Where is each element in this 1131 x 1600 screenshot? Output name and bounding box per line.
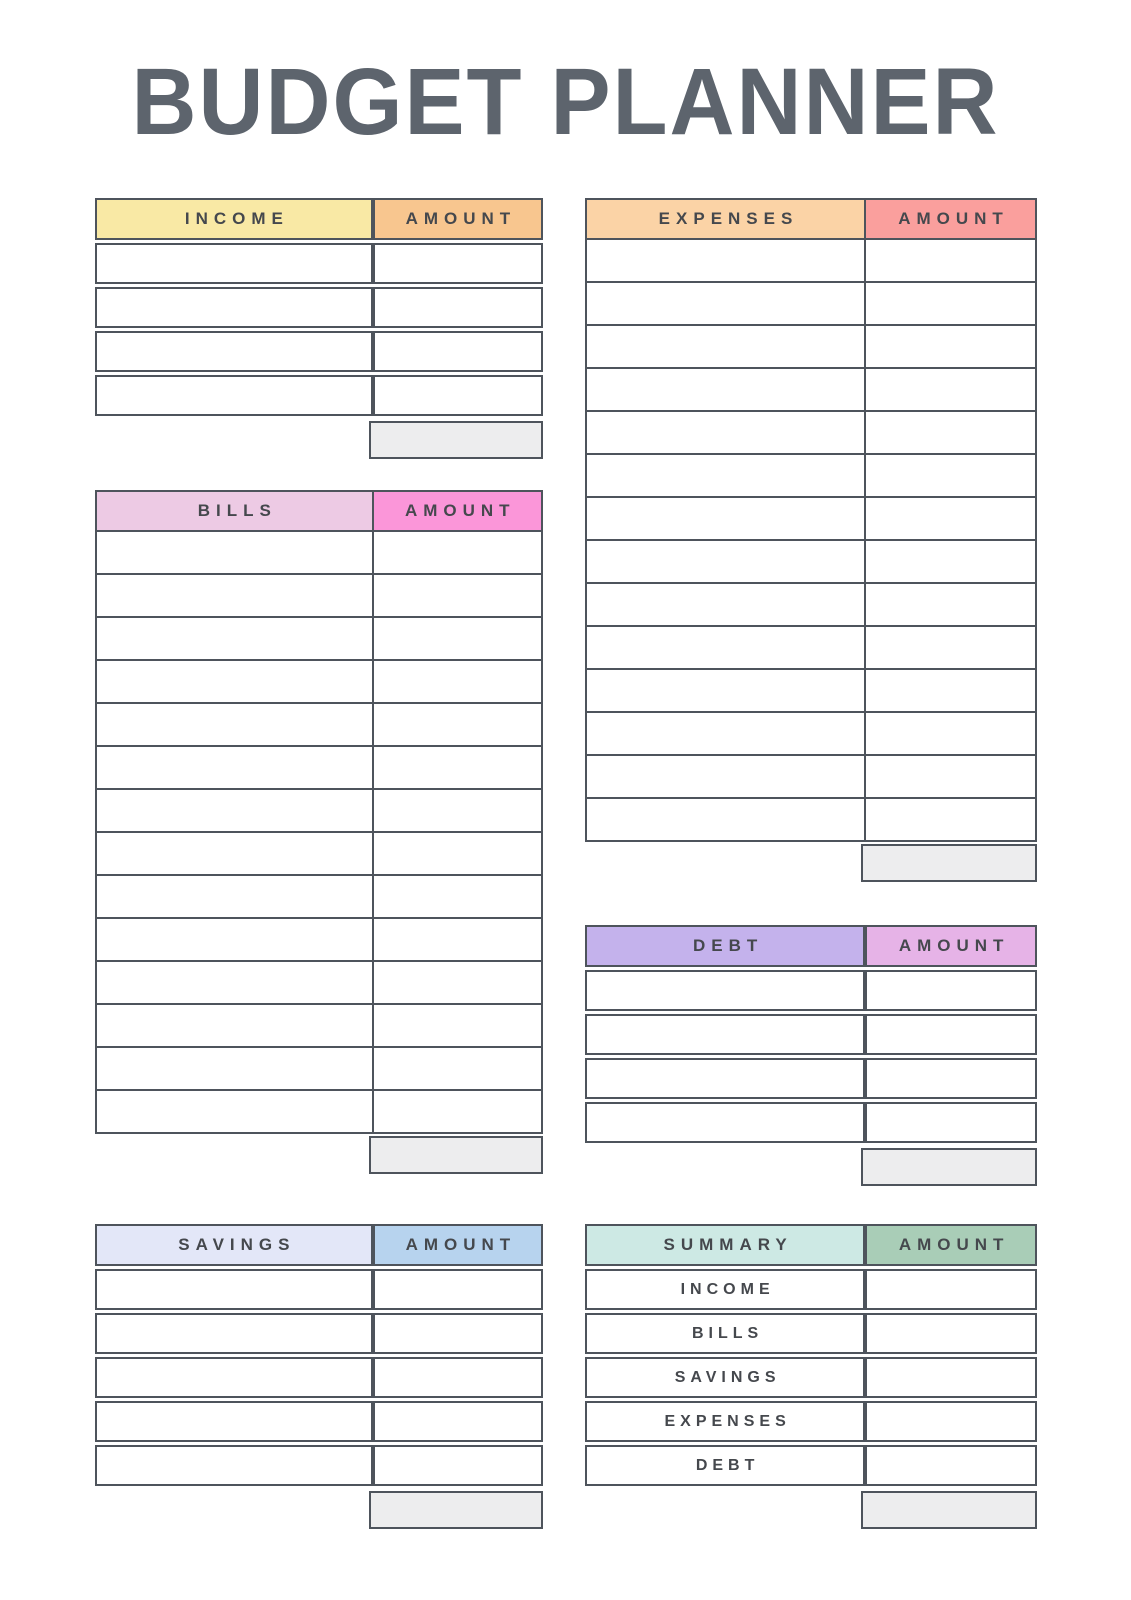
expenses-row-label-cell	[586, 282, 865, 325]
bills-row-amount-cell	[373, 832, 542, 875]
bills-table-row	[96, 660, 542, 703]
expenses-amount-header-cell: AMOUNT	[865, 199, 1036, 239]
summary-row-amount-cell	[865, 1401, 1037, 1442]
bills-row-amount-cell	[373, 746, 542, 789]
income-table-row	[95, 243, 543, 284]
bills-table-row	[96, 789, 542, 832]
bills-row-amount-cell	[373, 1090, 542, 1133]
expenses-table-row	[586, 583, 1036, 626]
income-table	[95, 195, 543, 419]
summary-total-cell	[861, 1491, 1037, 1529]
debt-table-row	[585, 1014, 1037, 1055]
expenses-row-amount-cell	[865, 626, 1036, 669]
expenses-table	[585, 198, 1037, 842]
expenses-row-amount-cell	[865, 712, 1036, 755]
bills-row-label-cell	[96, 961, 373, 1004]
savings-row-label-cell	[95, 1445, 373, 1486]
expenses-row-amount-cell	[865, 411, 1036, 454]
bills-table-row	[96, 961, 542, 1004]
bills-row-amount-cell	[373, 789, 542, 832]
savings-row-label-cell	[95, 1269, 373, 1310]
expenses-row-amount-cell	[865, 497, 1036, 540]
bills-row-amount-cell	[373, 703, 542, 746]
savings-row-amount-cell	[373, 1269, 543, 1310]
savings-row-amount-cell	[373, 1313, 543, 1354]
bills-total-cell	[369, 1136, 543, 1174]
bills-header-cell: BILLS	[96, 491, 373, 531]
summary-row-label-cell: DEBT	[585, 1445, 865, 1486]
bills-table-row	[96, 746, 542, 789]
summary-table-row	[585, 1313, 1037, 1354]
expenses-row-label-cell	[586, 583, 865, 626]
expenses-row-label-cell	[586, 239, 865, 282]
bills-row-label-cell	[96, 918, 373, 961]
bills-row-amount-cell	[373, 875, 542, 918]
income-row-amount-cell	[373, 331, 543, 372]
expenses-row-amount-cell	[865, 368, 1036, 411]
bills-row-label-cell	[96, 1090, 373, 1133]
savings-table-row	[95, 1269, 543, 1310]
summary-table-row	[585, 1269, 1037, 1310]
debt-row-label-cell	[585, 1014, 865, 1055]
expenses-row-amount-cell	[865, 282, 1036, 325]
bills-table-row	[96, 703, 542, 746]
bills-row-amount-cell	[373, 531, 542, 574]
savings-table-row	[95, 1401, 543, 1442]
savings-table-row	[95, 1445, 543, 1486]
expenses-row-amount-cell	[865, 669, 1036, 712]
summary-row-label-cell: SAVINGS	[585, 1357, 865, 1398]
income-row-amount-cell	[373, 287, 543, 328]
expenses-row-label-cell	[586, 540, 865, 583]
summary-rows	[585, 1269, 1037, 1486]
bills-row-amount-cell	[373, 961, 542, 1004]
debt-row-label-cell	[585, 1058, 865, 1099]
income-row-label-cell	[95, 331, 373, 372]
bills-table	[95, 490, 543, 1134]
expenses-row-label-cell	[586, 454, 865, 497]
expenses-row-label-cell	[586, 712, 865, 755]
summary-table-row	[585, 1401, 1037, 1442]
bills-row-amount-cell	[373, 918, 542, 961]
expenses-header-cell: EXPENSES	[586, 199, 865, 239]
bills-table-row	[96, 574, 542, 617]
bills-table-row	[96, 918, 542, 961]
summary-amount-header-cell: AMOUNT	[865, 1224, 1037, 1266]
bills-row-label-cell	[96, 531, 373, 574]
summary-row-label-cell: BILLS	[585, 1313, 865, 1354]
summary-row-amount-cell	[865, 1313, 1037, 1354]
bills-row-amount-cell	[373, 1047, 542, 1090]
expenses-header-row	[586, 199, 1036, 239]
income-header-row	[95, 198, 543, 240]
bills-row-label-cell	[96, 703, 373, 746]
bills-row-amount-cell	[373, 617, 542, 660]
savings-table	[95, 1221, 543, 1489]
summary-header-cell: SUMMARY	[585, 1224, 865, 1266]
bills-table-row	[96, 832, 542, 875]
bills-row-label-cell	[96, 875, 373, 918]
bills-table-row	[96, 531, 542, 574]
debt-header-row	[585, 925, 1037, 967]
summary-table-row	[585, 1445, 1037, 1486]
savings-header-row	[95, 1224, 543, 1266]
income-rows	[95, 243, 543, 416]
income-section	[95, 198, 543, 459]
bills-section	[95, 490, 543, 1174]
summary-row-amount-cell	[865, 1357, 1037, 1398]
bills-row-label-cell	[96, 574, 373, 617]
summary-row-amount-cell	[865, 1445, 1037, 1486]
expenses-table-row	[586, 626, 1036, 669]
debt-row-label-cell	[585, 1102, 865, 1143]
savings-header-cell: SAVINGS	[95, 1224, 373, 1266]
savings-amount-header-cell: AMOUNT	[373, 1224, 543, 1266]
summary-table	[585, 1221, 1037, 1489]
income-table-row	[95, 331, 543, 372]
savings-row-label-cell	[95, 1313, 373, 1354]
expenses-table-row	[586, 368, 1036, 411]
income-table-row	[95, 375, 543, 416]
savings-total-cell	[369, 1491, 543, 1529]
expenses-table-row	[586, 755, 1036, 798]
expenses-row-amount-cell	[865, 583, 1036, 626]
debt-table-row	[585, 1102, 1037, 1143]
savings-rows	[95, 1269, 543, 1486]
bills-header-row	[96, 491, 542, 531]
expenses-row-label-cell	[586, 368, 865, 411]
debt-row-amount-cell	[865, 1058, 1037, 1099]
bills-table-row	[96, 875, 542, 918]
debt-amount-header-cell: AMOUNT	[865, 925, 1037, 967]
income-table-row	[95, 287, 543, 328]
expenses-table-row	[586, 497, 1036, 540]
summary-header-row	[585, 1224, 1037, 1266]
expenses-table-row	[586, 540, 1036, 583]
income-row-amount-cell	[373, 243, 543, 284]
expenses-row-label-cell	[586, 798, 865, 841]
bills-table-row	[96, 1090, 542, 1133]
summary-table-row	[585, 1357, 1037, 1398]
expenses-table-row	[586, 282, 1036, 325]
savings-row-amount-cell	[373, 1445, 543, 1486]
bills-row-label-cell	[96, 1004, 373, 1047]
expenses-section	[585, 198, 1037, 882]
summary-row-label-cell: INCOME	[585, 1269, 865, 1310]
debt-table	[585, 922, 1037, 1146]
expenses-row-amount-cell	[865, 454, 1036, 497]
expenses-table-row	[586, 712, 1036, 755]
bills-amount-header-cell: AMOUNT	[373, 491, 542, 531]
debt-row-amount-cell	[865, 1014, 1037, 1055]
bills-row-label-cell	[96, 1047, 373, 1090]
expenses-rows	[586, 239, 1036, 841]
expenses-row-label-cell	[586, 411, 865, 454]
summary-row-amount-cell	[865, 1269, 1037, 1310]
debt-row-amount-cell	[865, 970, 1037, 1011]
expenses-table-row	[586, 411, 1036, 454]
bills-row-label-cell	[96, 832, 373, 875]
savings-row-amount-cell	[373, 1401, 543, 1442]
debt-total-cell	[861, 1148, 1037, 1186]
page-title: BUDGET PLANNER	[131, 49, 1000, 155]
bills-table-row	[96, 1047, 542, 1090]
debt-header-cell: DEBT	[585, 925, 865, 967]
expenses-table-row	[586, 669, 1036, 712]
savings-row-amount-cell	[373, 1357, 543, 1398]
bills-rows	[96, 531, 542, 1133]
debt-table-row	[585, 970, 1037, 1011]
debt-table-row	[585, 1058, 1037, 1099]
income-total-cell	[369, 421, 543, 459]
income-row-amount-cell	[373, 375, 543, 416]
bills-row-label-cell	[96, 660, 373, 703]
expenses-row-amount-cell	[865, 755, 1036, 798]
expenses-row-amount-cell	[865, 239, 1036, 282]
summary-row-label-cell: EXPENSES	[585, 1401, 865, 1442]
expenses-row-amount-cell	[865, 325, 1036, 368]
expenses-table-row	[586, 325, 1036, 368]
savings-table-row	[95, 1313, 543, 1354]
bills-row-amount-cell	[373, 574, 542, 617]
income-row-label-cell	[95, 375, 373, 416]
savings-row-label-cell	[95, 1357, 373, 1398]
expenses-total-cell	[861, 844, 1037, 882]
expenses-table-row	[586, 239, 1036, 282]
expenses-row-label-cell	[586, 325, 865, 368]
expenses-table-row	[586, 798, 1036, 841]
expenses-row-label-cell	[586, 497, 865, 540]
bills-table-row	[96, 1004, 542, 1047]
expenses-row-label-cell	[586, 755, 865, 798]
savings-table-row	[95, 1357, 543, 1398]
expenses-row-amount-cell	[865, 540, 1036, 583]
debt-section	[585, 925, 1037, 1186]
bills-row-amount-cell	[373, 660, 542, 703]
summary-section	[585, 1224, 1037, 1529]
expenses-row-amount-cell	[865, 798, 1036, 841]
bills-row-label-cell	[96, 746, 373, 789]
bills-table-row	[96, 617, 542, 660]
debt-row-amount-cell	[865, 1102, 1037, 1143]
debt-rows	[585, 970, 1037, 1143]
income-row-label-cell	[95, 243, 373, 284]
bills-row-label-cell	[96, 789, 373, 832]
expenses-row-label-cell	[586, 669, 865, 712]
savings-row-label-cell	[95, 1401, 373, 1442]
bills-row-label-cell	[96, 617, 373, 660]
savings-section	[95, 1224, 543, 1529]
bills-row-amount-cell	[373, 1004, 542, 1047]
income-amount-header-cell: AMOUNT	[373, 198, 543, 240]
debt-row-label-cell	[585, 970, 865, 1011]
income-row-label-cell	[95, 287, 373, 328]
expenses-table-row	[586, 454, 1036, 497]
expenses-row-label-cell	[586, 626, 865, 669]
income-header-cell: INCOME	[95, 198, 373, 240]
